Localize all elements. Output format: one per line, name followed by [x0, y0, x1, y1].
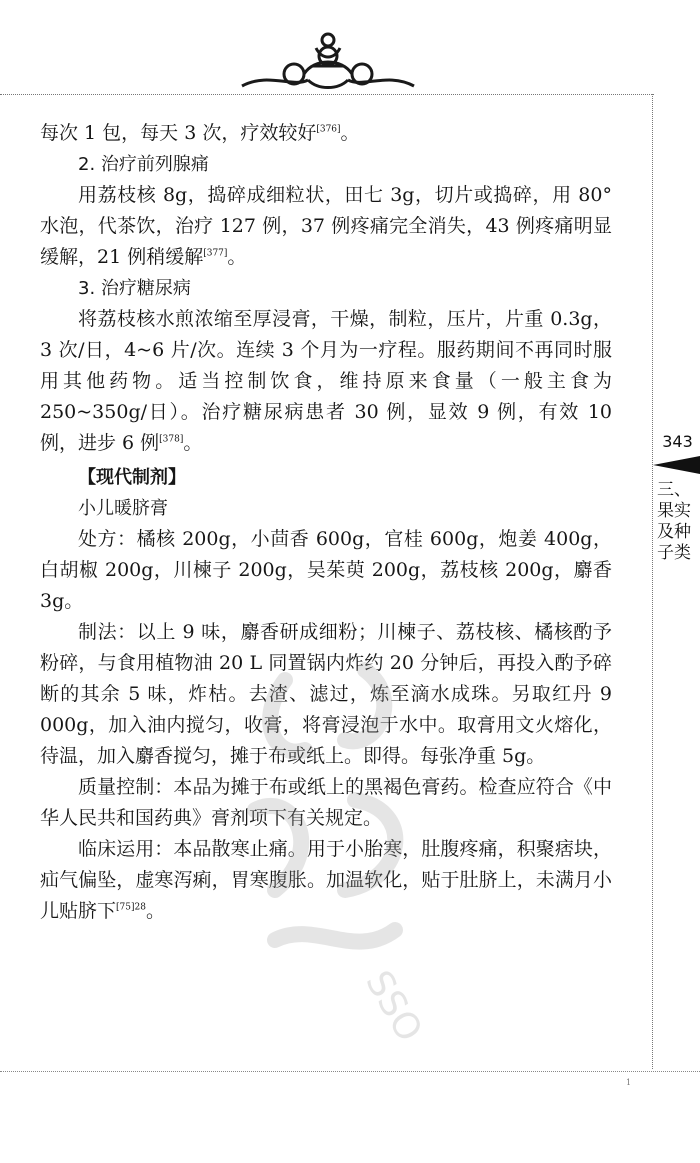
section-heading: 3. 治疗糖尿病: [78, 278, 191, 299]
watermark-stamp: [215, 640, 455, 1060]
header-rule: [0, 94, 654, 95]
paragraph-quality-control: 质量控制：本品为摊于布或纸上的黑褐色膏药。检查应符合《中华人民共和国药典》膏剂项下有关规定。: [40, 776, 612, 829]
paragraph: 用荔枝核 8g，捣碎成细粒状，田七 3g，切片或捣碎，用 80° 水泡，代茶饮，治疗 127 例，37 例疼痛完全消失，43 例疼痛明显缓解，21 例稍缓解[377]。: [40, 184, 612, 268]
section-heading: 2. 治疗前列腺痛: [78, 154, 209, 175]
citation-ref: [378]: [159, 434, 184, 445]
margin-rule: [652, 94, 653, 1069]
watermark-text: SSO: [357, 964, 430, 1049]
paragraph-method: 制法：以上 9 味，麝香研成细粉；川楝子、荔枝核、橘核酌予粉碎，与食用植物油 20 L 同置锅内炸约 20 分钟后，再投入酌予碎断的其余 5 味，炸枯。去渣、滤过，炼至滴水成珠。另取红丹 9 000g，加入油内搅匀，收膏，将膏浸泡于水中。取膏用文火熔化，待温，加入麝香搅匀，摊于布或纸上。即得。每张净重 5g。: [40, 621, 612, 767]
citation-ref: [377]: [203, 248, 228, 259]
preparation-name: 小儿暖脐膏: [78, 498, 168, 519]
paragraph-prescription: 处方：橘核 200g，小茴香 600g，官桂 600g，炮姜 400g，白胡椒 200g，川楝子 200g，吴茱萸 200g，荔枝核 200g，麝香 3g。: [40, 528, 612, 612]
footer-mark: 1: [626, 1078, 632, 1087]
paragraph-clinical-use: 临床运用：本品散寒止痛。用于小胎寒，肚腹疼痛，积聚痞块，疝气偏坠，虚寒泻痢，胃寒腹胀。加温软化，贴于肚脐上，未满月小儿贴脐下$^{[75]28}$。: [40, 838, 612, 922]
footer-rule: [0, 1071, 700, 1072]
header-ornament: [238, 28, 418, 94]
page-number: 343: [662, 432, 693, 451]
modern-preparation-heading: 【现代制剂】: [78, 467, 186, 488]
paragraph-continuation: 每次 1 包，每天 3 次，疗效较好[376]。: [40, 122, 360, 144]
paragraph: 将荔枝核水煎浓缩至厚浸膏，干燥，制粒，压片，片重 0.3g，3 次/日，4~6 片/次。连续 3 个月为一疗程。服药期间不再同时服用其他药物。适当控制饮食，维持原来食量（一般主食为 250~350g/日）。治疗糖尿病患者 30 例，显效 9 例，有效 10 例，进步 6 例[378]。: [40, 308, 612, 454]
citation-ref: [376]: [316, 124, 341, 135]
chapter-tab-marker: [653, 456, 700, 474]
citation-ref: [75]28: [116, 902, 146, 913]
chapter-side-label: 三、果实及种子类: [657, 480, 691, 563]
